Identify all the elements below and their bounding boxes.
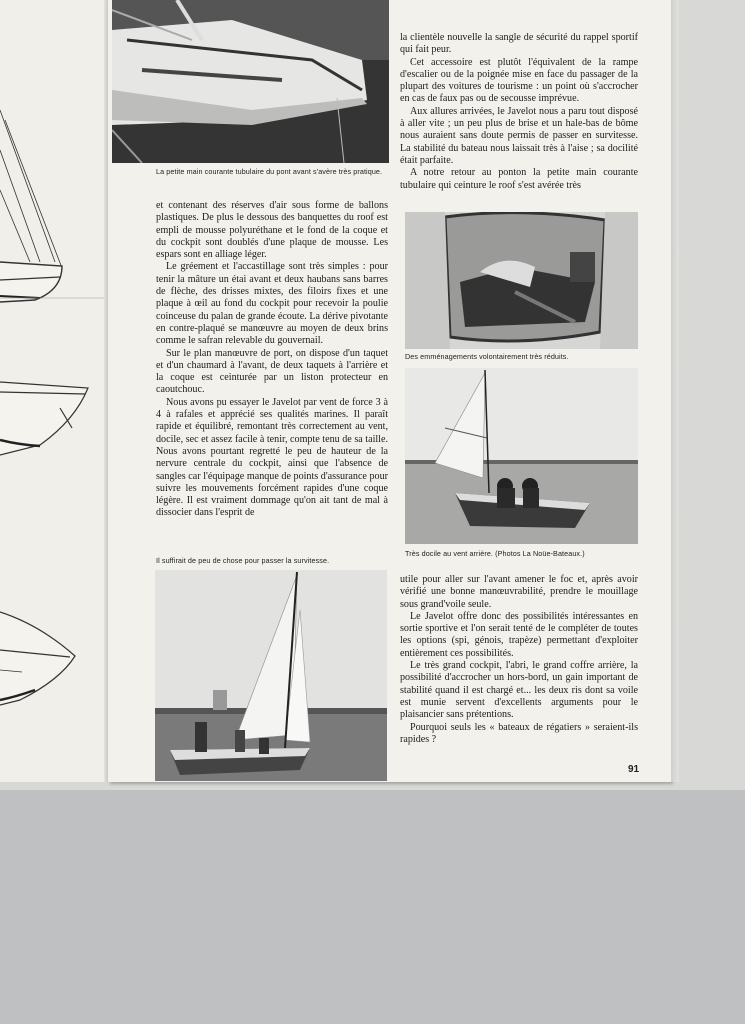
facing-page [0,0,108,782]
paragraph: A notre retour au ponton la petite main courante tubulaire qui ceinture le roof s'est avérée très [400,167,638,191]
photo-interior [405,212,638,349]
paragraph: Sur le plan manœuvre de port, on dispose d'un taquet et d'un chaumard à l'avant, de deux taquets à l'arrière et la coque est ceinturée par un liston protecteur en caoutchouc. [156,347,388,396]
paragraph: Le Javelot offre donc des possibilités intéressantes en sortie sportive et l'on serait tenté de le compléter de toutes les options (spi, génois, trapèze) permettant d'exploiter entièrement ces possibilités. [400,610,638,659]
article-column-right-bottom [400,574,638,746]
photo-bow-handrail [112,0,389,163]
paragraph: Nous avons pu essayer le Javelot par vent de force 3 à 4 à rafales et apprécié ses qualités marines. Il paraît rapide et équilibré, remontant très correctement au vent, docile, sec et assez facile à tenir, compte tenu de sa taille. Nous avons pourtant regretté le peu de hauteur de la nervure centrale du cockpit, ainsi que l'absence de sangles car l'équipage manque de points d'assurance pour suivre les mouvements forcément rapides d'une coque légère. Il est vraiment dommage qu'on ait tant de mal à dissocier dans l'esprit de [156,396,388,519]
page-edge [671,0,679,782]
paragraph: Le très grand cockpit, l'abri, le grand coffre arrière, la possibilité d'accrocher un hors-bord, un gain important de stabilité quand il est chargé et... les deux ris dont sa voile est munie servent d'excellents arguments pour le plaisancier sans prétentions. [400,660,638,721]
paragraph: Le gréement et l'accastillage sont très simples : pour tenir la mâture un étai avant et deux haubans sans barres de flèche, des drisses mixtes, des filoirs fixes et une plaque à œil au fond du cockpit pour recevoir la poulie coinceuse du palan de grande écoute. La dérive pivotante en contre-plaqué se manœuvre au moyen de deux brins comme le safran relevable du gouvernail. [156,261,388,347]
paragraph: Aux allures arrivées, le Javelot nous a paru tout disposé à aller vite ; un peu plus de brise et un hale-bas de bôme nous auraient sans doute permis de passer en survitesse. La stabilité du bateau nous laissait très à l'aise ; sa docilité était parfaite. [400,105,638,166]
caption-sailing-photo: Il suffirait de peu de chose pour passer la survitesse. [156,556,330,565]
paragraph: Cet accessoire est plutôt l'équivalent de la rampe d'escalier ou de la poignée mise en face du passager de la plupart des voitures de tourisme : un point où s'accrocher en cas de faux pas ou de secousse imprévue. [400,56,638,105]
caption-downwind-photo: Très docile au vent arrière. (Photos La Noüe-Bateaux.) [405,549,585,558]
article-column-left [156,200,388,520]
photo-sailing-boat [155,570,387,781]
paragraph: utile pour aller sur l'avant amener le foc et, après avoir vérifié une bonne manœuvrabilité, prendre le mouillage sous grand'voile seule. [400,574,638,610]
hull-drawings [0,0,108,782]
caption-bow-photo: La petite main courante tubulaire du pont avant s'avère très pratique. [156,167,383,176]
article-column-right-top [400,32,638,192]
paragraph: la clientèle nouvelle la sangle de sécurité du rappel sportif qui fait peur. [400,32,638,56]
page-number: 91 [628,764,640,775]
paragraph: et contenant des réserves d'air sous forme de ballons plastiques. De plus le dessous des banquettes du roof est empli de mousse polyuréthane et le fond de la coque et du cockpit sont doublés d'une plaque de mousse. Les espars sont en alliage léger. [156,200,388,261]
photo-downwind [405,368,638,544]
caption-interior-photo: Des emménagements volontairement très réduits. [405,352,569,361]
paragraph: Pourquoi seuls les « bateaux de régatiers » seraient-ils rapides ? [400,721,638,745]
